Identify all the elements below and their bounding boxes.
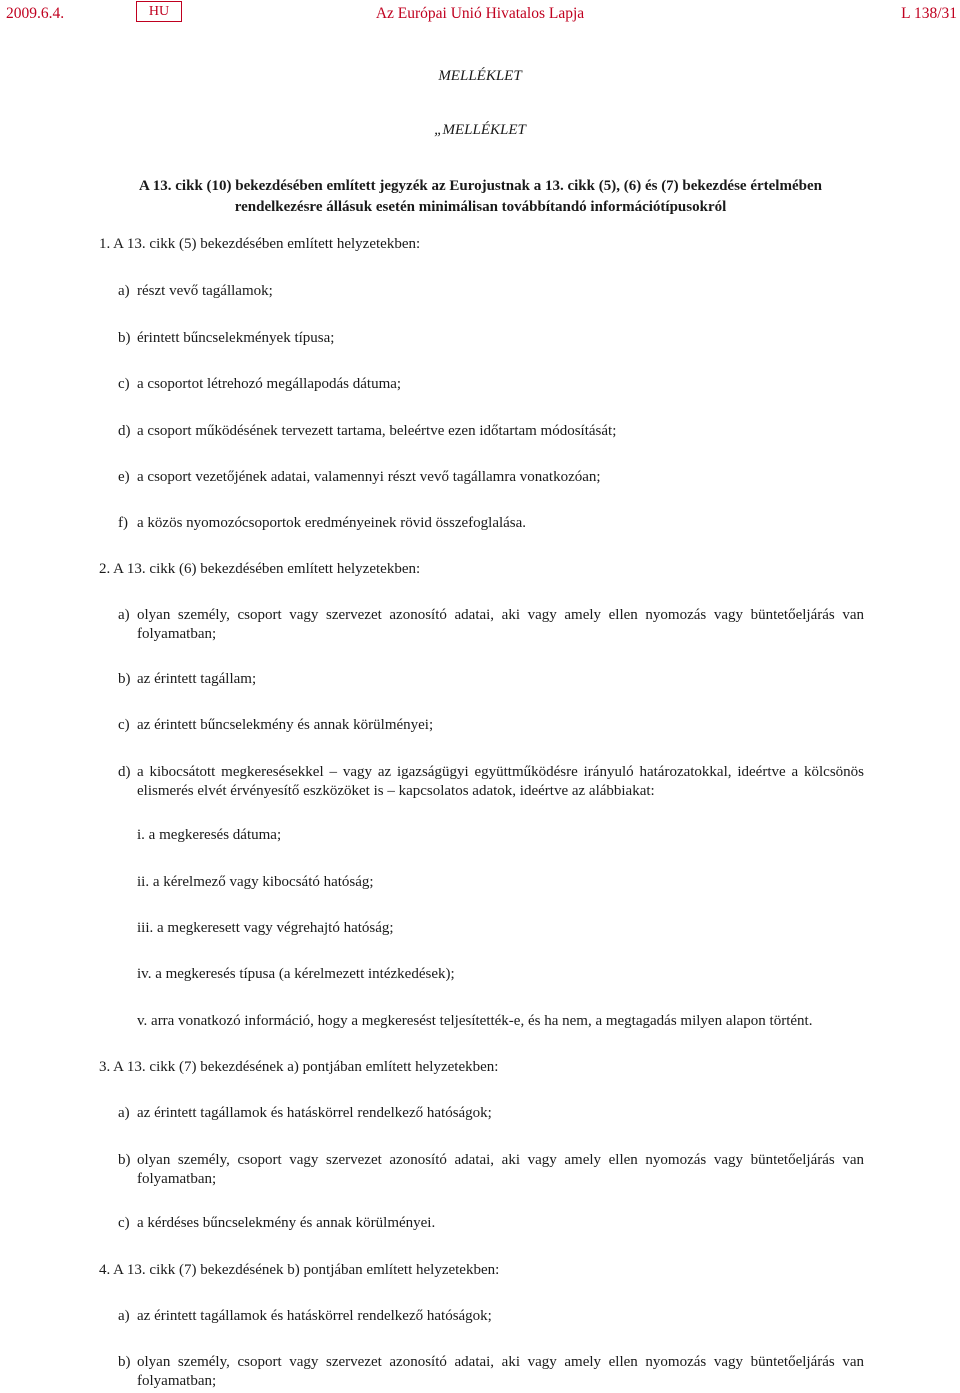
sub-item bbox=[137, 1012, 865, 1031]
sub-item-label: i. bbox=[137, 827, 145, 843]
item-label: b) bbox=[118, 1152, 131, 1168]
item-label: b) bbox=[118, 330, 131, 346]
journal-title: Az Európai Unió Hivatalos Lapja bbox=[375, 5, 585, 22]
list-item bbox=[118, 1214, 864, 1233]
sub-item bbox=[137, 965, 865, 984]
sub-item-label: ii. bbox=[137, 874, 150, 890]
list-item bbox=[118, 763, 864, 801]
sub-item-text: a megkeresés típusa (a kérelmezett intézkedések); bbox=[155, 966, 455, 982]
list-item bbox=[118, 670, 864, 689]
item-text: az érintett tagállam; bbox=[137, 671, 257, 687]
item-text: olyan személy, csoport vagy szervezet azonosító adatai, aki vagy amely ellen nyomozás vagy büntetőeljárás van folyamatban; bbox=[137, 607, 864, 642]
language-badge: HU bbox=[136, 1, 182, 22]
item-text: olyan személy, csoport vagy szervezet azonosító adatai, aki vagy amely ellen nyomozás vagy büntetőeljárás van folyamatban; bbox=[137, 1152, 864, 1187]
item-label: c) bbox=[118, 376, 130, 392]
list-item bbox=[118, 1104, 864, 1123]
sub-item bbox=[137, 826, 865, 845]
list-item bbox=[118, 282, 864, 301]
item-label: a) bbox=[118, 1308, 130, 1324]
sub-item-text: arra vonatkozó információ, hogy a megkeresést teljesítették-e, és ha nem, a megtagadás milyen alapon történt. bbox=[151, 1013, 813, 1029]
list-item bbox=[118, 375, 864, 394]
list-item bbox=[118, 716, 864, 735]
item-label: b) bbox=[118, 1354, 131, 1370]
sub-item-label: v. bbox=[137, 1013, 148, 1029]
section-heading: 4. A 13. cikk (7) bekezdésének b) pontjában említett helyzetekben: bbox=[99, 1262, 500, 1278]
item-text: részt vevő tagállamok; bbox=[137, 283, 273, 299]
item-label: d) bbox=[118, 423, 131, 439]
list-item bbox=[118, 1353, 864, 1391]
item-label: c) bbox=[118, 1215, 130, 1231]
annex-heading-quoted: „MELLÉKLET bbox=[434, 122, 526, 138]
item-label: a) bbox=[118, 283, 130, 299]
sub-item bbox=[137, 919, 865, 938]
list-item bbox=[118, 1307, 864, 1326]
item-text: az érintett tagállamok és hatáskörrel rendelkező hatóságok; bbox=[137, 1105, 492, 1121]
item-text: a kérdéses bűncselekmény és annak körülményei. bbox=[137, 1215, 436, 1231]
list-item bbox=[118, 606, 864, 644]
annex-title: A 13. cikk (10) bekezdésében említett jegyzék az Eurojustnak a 13. cikk (5), (6) és (7) bekezdése értelmében rendelkezésre állásuk esetén minimálisan továbbítandó információtípusokról bbox=[139, 178, 822, 215]
annex-heading: MELLÉKLET bbox=[438, 68, 522, 84]
item-text: az érintett bűncselekmény és annak körülményei; bbox=[137, 717, 434, 733]
item-text: olyan személy, csoport vagy szervezet azonosító adatai, aki vagy amely ellen nyomozás vagy büntetőeljárás van folyamatban; bbox=[137, 1354, 864, 1389]
item-text: a közös nyomozócsoportok eredményeinek rövid összefoglalása. bbox=[137, 515, 527, 531]
section-heading: 3. A 13. cikk (7) bekezdésének a) pontjában említett helyzetekben: bbox=[99, 1059, 499, 1075]
item-label: d) bbox=[118, 764, 131, 780]
page-header bbox=[0, 1, 960, 25]
list-item bbox=[118, 329, 864, 348]
list-item bbox=[118, 422, 864, 441]
list-item bbox=[118, 514, 864, 533]
item-label: a) bbox=[118, 1105, 130, 1121]
item-text: az érintett tagállamok és hatáskörrel rendelkező hatóságok; bbox=[137, 1308, 492, 1324]
item-text: a csoport működésének tervezett tartama, beleértve ezen időtartam módosítását; bbox=[137, 423, 617, 439]
item-text: a kibocsátott megkeresésekkel – vagy az igazságügyi együttműködésre irányuló határozatokkal, ideértve a kölcsönös elismerés elvét érvényesítő eszközöket is – kapcsolatos adatok, ideértve az alábbiakat: bbox=[137, 764, 864, 799]
item-label: b) bbox=[118, 671, 131, 687]
list-item bbox=[118, 468, 864, 487]
item-label: c) bbox=[118, 717, 130, 733]
item-text: a csoport vezetőjének adatai, valamennyi részt vevő tagállamra vonatkozóan; bbox=[137, 469, 601, 485]
item-label: f) bbox=[118, 515, 128, 531]
sub-item-text: a megkeresett vagy végrehajtó hatóság; bbox=[157, 920, 394, 936]
item-text: érintett bűncselekmények típusa; bbox=[137, 330, 335, 346]
section-heading: 2. A 13. cikk (6) bekezdésében említett helyzetekben: bbox=[99, 561, 421, 577]
publication-date: 2009.6.4. bbox=[6, 5, 65, 22]
sub-item-text: a megkeresés dátuma; bbox=[148, 827, 282, 843]
list-item bbox=[118, 1151, 864, 1189]
sub-item bbox=[137, 873, 865, 892]
item-text: a csoportot létrehozó megállapodás dátuma; bbox=[137, 376, 402, 392]
item-label: a) bbox=[118, 607, 130, 623]
section-heading: 1. A 13. cikk (5) bekezdésében említett helyzetekben: bbox=[99, 236, 421, 252]
page-reference: L 138/31 bbox=[901, 5, 957, 22]
sub-item-text: a kérelmező vagy kibocsátó hatóság; bbox=[152, 874, 374, 890]
item-label: e) bbox=[118, 469, 130, 485]
sub-item-label: iii. bbox=[137, 920, 154, 936]
sub-item-label: iv. bbox=[137, 966, 152, 982]
